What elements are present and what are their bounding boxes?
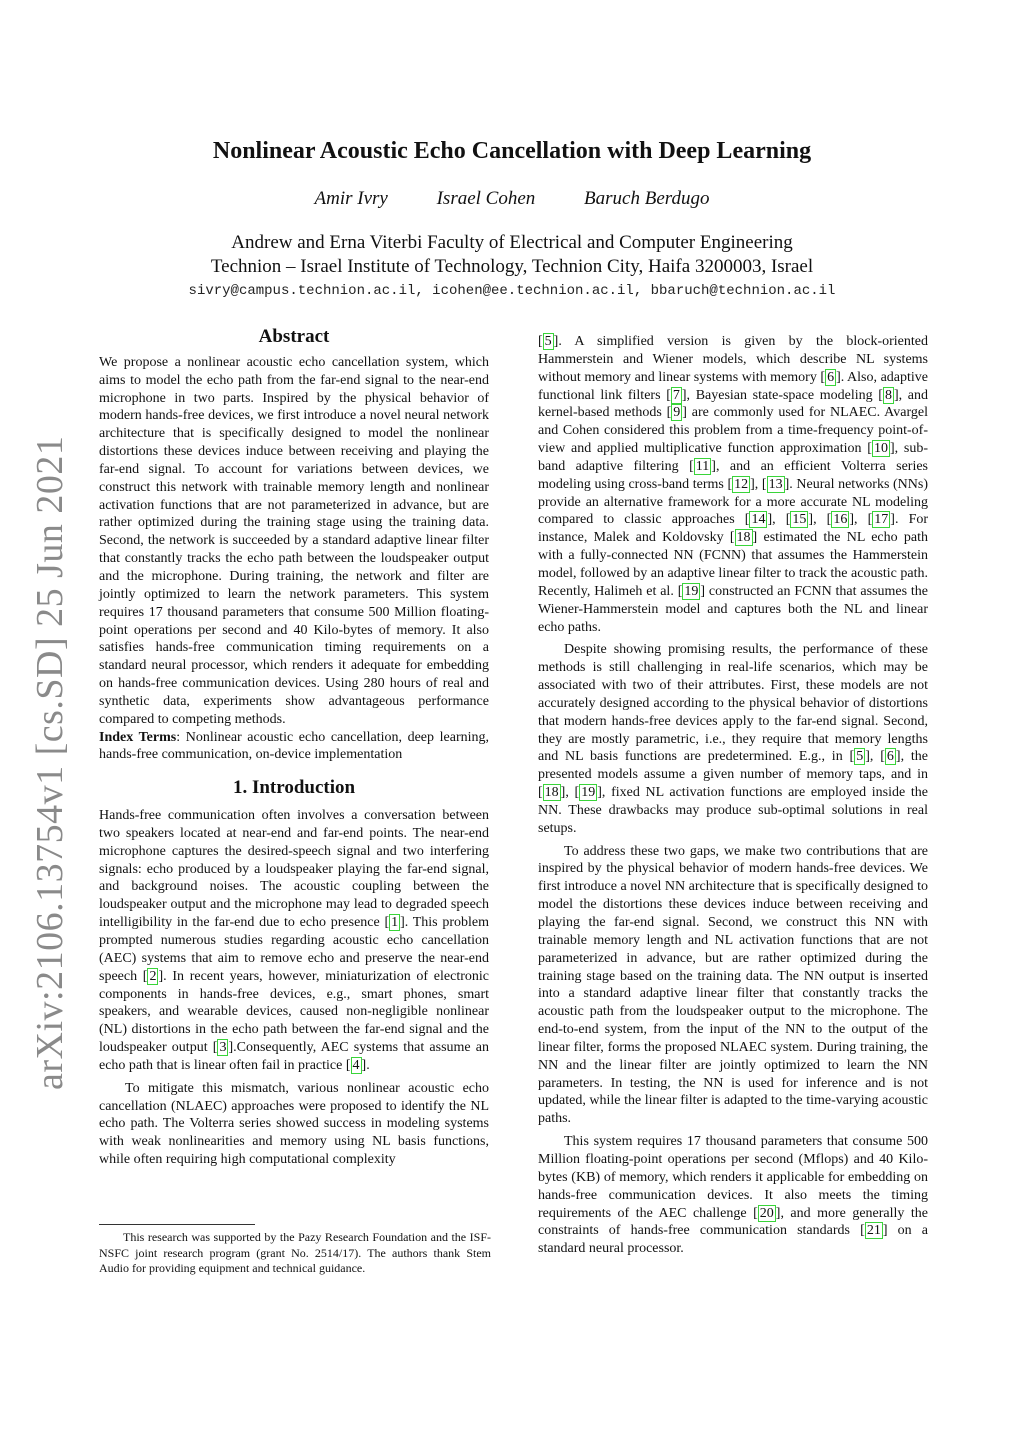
citation-link[interactable]: 9: [673, 405, 681, 421]
citation-link[interactable]: 19: [684, 583, 699, 599]
citation-link[interactable]: 5: [856, 749, 864, 765]
footnote: This research was supported by the Pazy Research Foundation and the ISF-NSFC joint research program (grant No. 2514/17). The authors thank Stem Audio for providing equipment and technical guidance.: [99, 1230, 491, 1275]
citation-link[interactable]: 19: [581, 785, 596, 801]
citation: [ 10 ]: [867, 441, 895, 457]
citation-link[interactable]: 6: [886, 749, 894, 765]
abstract-text: We propose a nonlinear acoustic echo cancellation system, which aims to model the echo path from the far-end signal to the near-end microphone in two parts. Inspired by the physical behavior of modern hands-free devices, we first introduce a novel neural network architecture that is specifically designed to model the nonlinear distortions these devices induce between receiving and playing the far-end signal. To account for variations between devices, we construct this network with trainable memory length and nonlinear activation functions that are not parameterized in advance, but are rather optimized during the training stage using the training data. Second, the network is succeeded by a standard adaptive linear filter that constantly tracks the echo path between the loudspeaker output and the microphone. During training, the network and filter are jointly optimized to learn the network parameters. This system requires 17 thousand parameters that consume 500 Million floating-point operations per second and 40 Kilo-bytes of memory. It also satisfies hands-free communication timing requirements on a standard neural processor, which renders it adequate for embedding on hands-free communication devices. Using 280 hours of real and synthetic data, experiments show advantageous performance compared to competing methods.: [99, 354, 489, 727]
citation-link[interactable]: 3: [219, 1040, 227, 1056]
citation: [ 20 ]: [753, 1205, 781, 1221]
author-emails[interactable]: sivry@campus.technion.ac.il, icohen@ee.technion.ac.il, bbaruch@technion.ac.il: [188, 283, 836, 299]
citation: [ 11 ]: [689, 458, 716, 474]
footnote-divider: [99, 1224, 255, 1225]
author-name: Amir Ivry: [314, 188, 388, 209]
intro-paragraph: To mitigate this mismatch, various nonlinear acoustic echo cancellation (NLAEC) approaches were proposed to identify the NL echo path. The Volterra series showed success in modeling systems with weak nonlinearities and memory using NL basis functions, while often requiring high computational complexity: [99, 1080, 489, 1168]
author-name: Israel Cohen: [436, 188, 536, 209]
citation-link[interactable]: 16: [833, 512, 848, 528]
arxiv-identifier-stamp: arXiv:2106.13754v1 [cs.SD] 25 Jun 2021: [29, 435, 71, 1090]
citation-link[interactable]: 1: [391, 915, 399, 931]
citation: [ 9 ]: [666, 405, 687, 421]
intro-paragraph: Despite showing promising results, the performance of these methods is still challenging in real-life scenarios, which may be associated with two of their attributes. First, these models are not accurately designed according to the physical behavior of distortions that modern hands-free devices apply to the far-end signal. Second, they are mostly parametric, i.e., they require that memory lengths and NL basis functions are predetermined. E.g., in [ 5 ], [ 6 ], the presented models assume a given number of memory taps, and in [ 18 ], [ 19 ], fixed NL activation functions are employed inside the NN. These drawbacks may produce sub-optimal solutions in real setups.: [538, 642, 929, 836]
citation: [ 1 ]: [384, 915, 405, 931]
citation-link[interactable]: 7: [672, 387, 680, 403]
citation-link[interactable]: 13: [768, 476, 783, 492]
citation-link[interactable]: 14: [751, 512, 766, 528]
citation: [ 7 ]: [666, 387, 687, 403]
citation-link[interactable]: 21: [866, 1223, 881, 1239]
citation: [ 21 ]: [860, 1223, 888, 1239]
citation-link[interactable]: 8: [884, 387, 892, 403]
intro-paragraph-continued: [ 5 ]. A simplified version is given by the block-oriented Hammerstein and Wiener models, which describe NL systems without memory and linear systems with memory [ 6 ]. Also, adaptive functional link filters [ 7 ], Bayesian state-space modeling [ 8 ], and kernel-based methods [ 9 ] are commonly used for NLAEC. Avargel and Cohen considered this problem from a time-frequency point-of-view and applied multiplicative function approximation [ 10 ], sub-band adaptive filtering [ 11 ], and an efficient Volterra series modeling using cross-band terms [ 12 ], [ 13 ]. Neural networks (NNs) provide an alternative framework for a more accurate NL modeling compared to classic approaches [ 14 ], [ 15 ], [ 16 ], [ 17 ]. For instance, Malek and Koldovsky [ 18 ] estimated the NL echo path with a fully-connected NN (FCNN) that assumes the Hammerstein model, followed by an adaptive linear filter to track the acoustic path. Recently, Halimeh et al. [ 19 ] constructed an FCNN that assumes the Wiener-Hammerstein model and captures both the NL and linear echo paths.: [538, 334, 929, 635]
intro-paragraph: This system requires 17 thousand parameters that consume 500 Million floating-point operations per second (Mflops) and 40 Kilo-bytes (KB) of memory, which renders it applicable for embedding on hands-free communication devices. It also meets the timing requirements of the AEC challenge [ 20 ], and more generally the constraints of hands-free communication standards [ 21 ] on a standard neural processor.: [538, 1134, 929, 1257]
citation-link[interactable]: 18: [544, 785, 559, 801]
citation-link[interactable]: 5: [544, 334, 552, 349]
author-list: [0, 188, 1024, 210]
paper-title: Nonlinear Acoustic Echo Cancellation with Deep Learning: [212, 138, 812, 164]
index-terms-text: : Nonlinear acoustic echo cancellation, deep learning, hands-free communication, on-device implementation: [99, 729, 490, 763]
citation-link[interactable]: 18: [736, 530, 751, 546]
author-name: Baruch Berdugo: [584, 188, 710, 209]
affiliation-line: Technion – Israel Institute of Technology, Technion City, Haifa 3200003, Israel: [210, 256, 814, 277]
citation: [ 3 ]: [212, 1040, 234, 1056]
citation: [ 6 ]: [820, 369, 841, 385]
abstract-heading: Abstract: [258, 326, 330, 347]
introduction-heading: 1. Introduction: [232, 777, 356, 799]
citation: [ 8 ]: [878, 387, 899, 403]
index-terms-label: Index Terms: [99, 729, 177, 745]
citation: [ 18 ]: [538, 785, 566, 801]
citation-link[interactable]: 11: [695, 458, 710, 474]
citation-link[interactable]: 2: [149, 968, 157, 984]
citation: [ 2 ]: [142, 968, 164, 984]
intro-paragraph: To address these two gaps, we make two contributions that are inspired by the physical behavior of modern hands-free devices. We first introduce a novel NN architecture that is specifically designed to model the distortions these devices induce between receiving and playing the far-end signal. Second, we construct this NN with trainable memory length and NL activation functions that are not parameterized in advance, but are rather optimized during the training stage based on the training data. The NN output is inserted into a standard adaptive linear filter that constantly tracks the acoustic path from the loudspeaker output to the microphone. The end-to-end system, from the input of the NN to the output of the linear filter, forms the proposed NLAEC system. During training, the NN and the linear filter are jointly optimized to learn the NN parameters. In testing, the NN is used for inference and is not updated, while the linear filter is adapted to the time-varying acoustic paths.: [538, 843, 928, 1127]
citation: [ 19 ]: [574, 785, 602, 801]
citation: [ 5 ]: [849, 749, 870, 765]
citation: [ 15 ]: [785, 512, 814, 528]
index-terms: [99, 729, 489, 765]
affiliation-line: Andrew and Erna Viterbi Faculty of Electrical and Computer Engineering: [231, 232, 793, 253]
citation: [ 14 ]: [744, 512, 773, 528]
citation: [ 17 ]: [867, 512, 895, 528]
citation-link[interactable]: 6: [827, 369, 835, 385]
citation-link[interactable]: 12: [734, 476, 749, 492]
citation: [ 12 ]: [727, 476, 755, 492]
citation-link[interactable]: 4: [352, 1057, 360, 1073]
citation-link[interactable]: 10: [873, 441, 888, 457]
citation-link[interactable]: 17: [874, 512, 889, 528]
citation: [ 6 ]: [880, 749, 901, 765]
intro-paragraph: Hands-free communication often involves a conversation between two speakers located at near-end and far-end points. The near-end microphone captures the desired-speech signal and two interfering signals: echo produced by a loudspeaker playing the far-end signal, and background noises. The acoustic coupling between the loudspeaker output and the microphone may lead to degraded speech intelligibility in the far-end due to echo presence [ 1 ]. This problem prompted numerous studies regarding acoustic echo cancellation (AEC) systems that aim to remove echo and preserve the near-end speech [ 2 ]. In recent years, however, miniaturization of electronic components in hands-free devices, e.g., smart phones, smart speakers, and wearable devices, caused non-negligible nonlinear (NL) distortions in the echo path between the far-end signal and the loudspeaker output [ 3 ].Consequently, AEC systems that assume an echo path that is linear often fail in practice [ 4 ].: [99, 808, 490, 1073]
citation-link[interactable]: 15: [792, 512, 807, 528]
citation: [ 5 ]: [538, 334, 559, 349]
citation: [ 18 ]: [729, 530, 758, 546]
citation: [ 16 ]: [826, 512, 855, 528]
citation: [ 4 ]: [345, 1057, 367, 1073]
citation: [ 19 ]: [677, 583, 706, 599]
left-column: [99, 328, 489, 1169]
citation-link[interactable]: 20: [759, 1205, 774, 1221]
right-column: [538, 333, 928, 1258]
citation: [ 13 ]: [761, 476, 790, 492]
